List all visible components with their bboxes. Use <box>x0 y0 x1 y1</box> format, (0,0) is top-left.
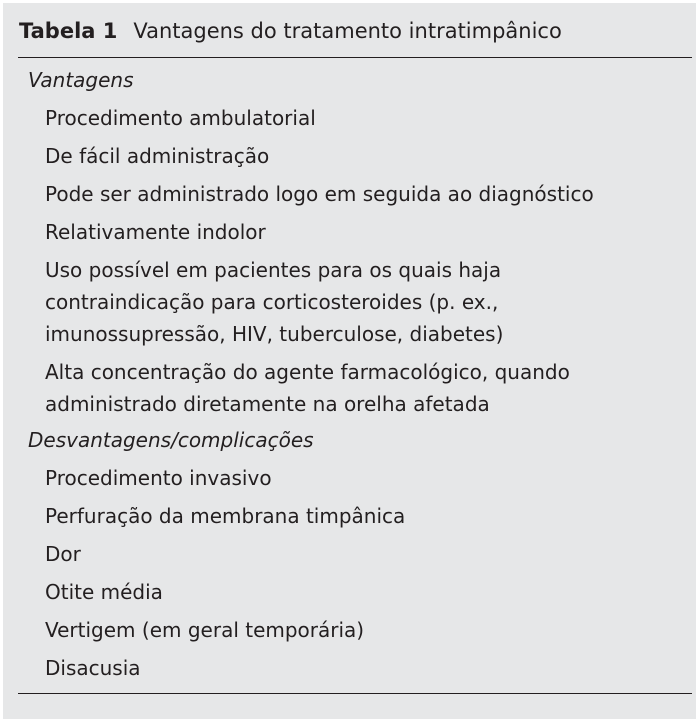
item-line: administrado diretamente na orelha afetada <box>45 392 490 416</box>
section-heading-vantagens: Vantagens <box>28 68 134 92</box>
list-item <box>3 214 696 252</box>
list-item <box>3 176 696 214</box>
item-line: contraindicação para corticosteroides (p. ex., <box>45 290 499 314</box>
item-line: Vertigem (em geral temporária) <box>45 618 365 642</box>
bottom-rule <box>18 693 692 694</box>
list-item <box>3 498 696 536</box>
list-item <box>3 138 696 176</box>
list-item <box>3 252 696 354</box>
item-line: Relativamente indolor <box>45 220 266 244</box>
item-line: Disacusia <box>45 656 141 680</box>
list-item <box>3 650 696 688</box>
item-line: Perfuração da membrana timpânica <box>45 504 406 528</box>
list-item <box>3 612 696 650</box>
top-rule <box>18 57 692 58</box>
list-item <box>3 100 696 138</box>
table-box <box>3 3 696 719</box>
item-line: Pode ser administrado logo em seguida ao diagnóstico <box>45 182 594 206</box>
item-line: Procedimento ambulatorial <box>45 106 316 130</box>
table-title: Vantagens do tratamento intratimpânico <box>133 19 562 43</box>
table-caption <box>19 13 562 49</box>
item-line: Dor <box>45 542 81 566</box>
list-item <box>3 354 696 424</box>
section-heading-desvantagens: Desvantagens/complicações <box>28 428 314 452</box>
item-line: De fácil administração <box>45 144 270 168</box>
table-body <box>3 64 696 688</box>
item-line: imunossupressão, HIV, tuberculose, diabetes) <box>45 322 504 346</box>
list-item <box>3 574 696 612</box>
list-item <box>3 460 696 498</box>
item-line: Otite média <box>45 580 163 604</box>
list-item <box>3 536 696 574</box>
item-line: Procedimento invasivo <box>45 466 272 490</box>
item-line: Alta concentração do agente farmacológico, quando <box>45 360 570 384</box>
table-label: Tabela 1 <box>19 19 118 43</box>
item-line: Uso possível em pacientes para os quais haja <box>45 258 502 282</box>
